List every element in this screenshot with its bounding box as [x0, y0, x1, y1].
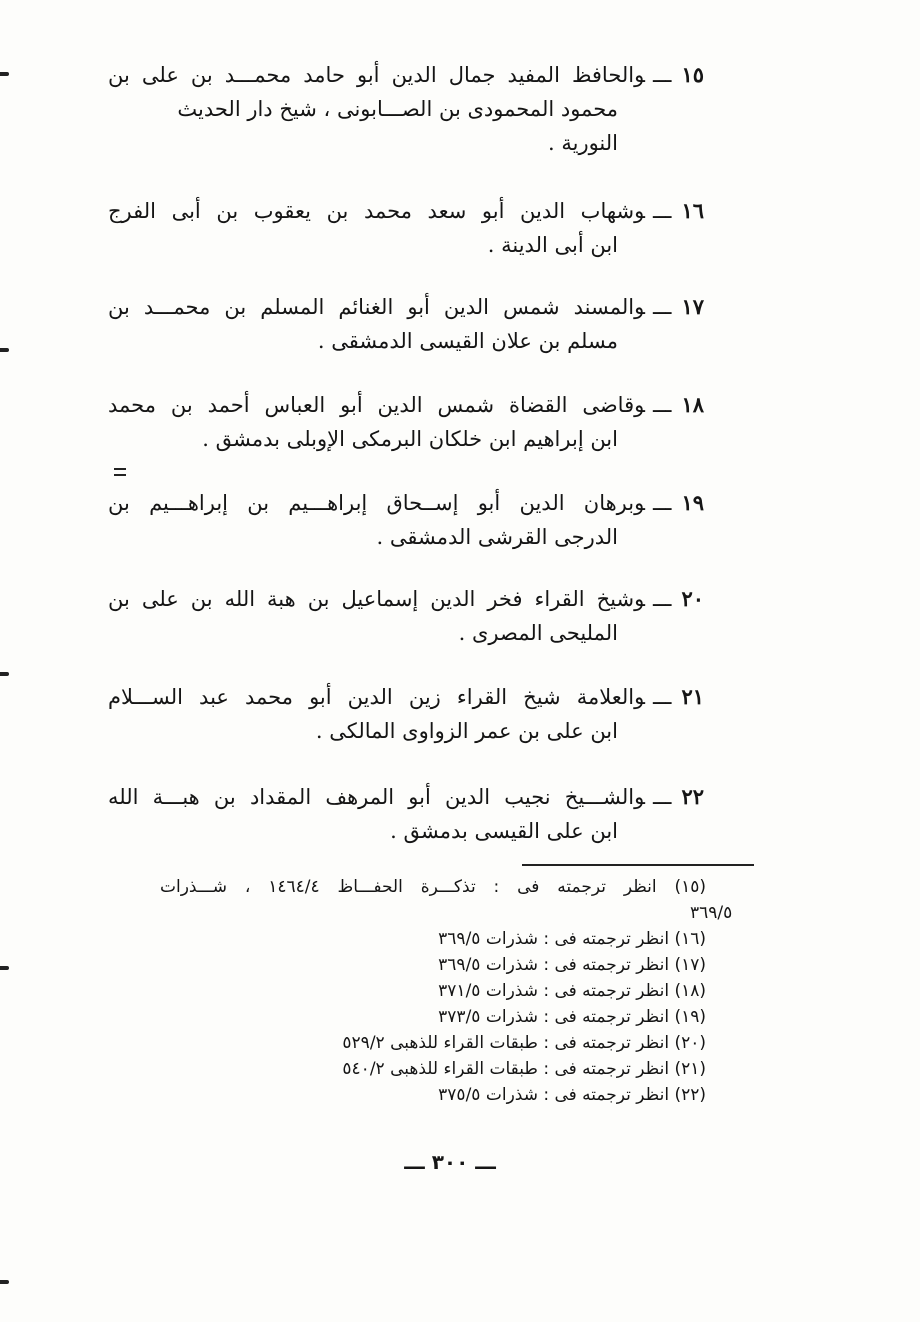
margin-equals-mark — [114, 468, 126, 476]
footnote-item: (١٥) انظر ترجمته فى : تذكـــرة الحفـــاظ ١٤٦٤/٤ ، شـــذرات — [160, 877, 707, 897]
footnote-item: (١٧) انظر ترجمته فى : شذرات ٣٦٩/٥ — [438, 955, 706, 975]
entry-number: ١٥ — [681, 62, 704, 87]
entry-text: والعلامة شيخ القراء زين الدين أبو محمد عبد الســـلام — [108, 685, 645, 709]
footnote-item: (٢٠) انظر ترجمته فى : طبقات القراء للذهبى ٥٢٩/٢ — [342, 1033, 706, 1053]
footnote-separator — [522, 864, 754, 866]
entry-number: ٢١ — [681, 684, 704, 709]
entry-number: ٢٠ — [681, 586, 704, 611]
entry-number: ١٧ — [681, 294, 704, 319]
entry-text: وقاضى القضاة شمس الدين أبو العباس أحمد بن محمد — [108, 393, 645, 417]
entry-first-line — [108, 290, 704, 324]
entry-21 — [108, 680, 704, 748]
entry-continuation: النورية . — [547, 131, 618, 155]
entry-number: ٢٢ — [681, 784, 704, 809]
entry-continuation: ابن على القيسى بدمشق . — [390, 819, 618, 843]
footnote-item: (١٩) انظر ترجمته فى : شذرات ٣٧٣/٥ — [438, 1007, 706, 1027]
entry-19 — [108, 486, 704, 554]
footnote-item: (١٨) انظر ترجمته فى : شذرات ٣٧١/٥ — [438, 981, 706, 1001]
entry-18 — [108, 388, 704, 456]
entry-continuation: المليحى المصرى . — [458, 621, 618, 645]
entry-text: وشهاب الدين أبو سعد محمد بن يعقوب بن أبى الفرج — [108, 199, 645, 223]
page-number: ـــ ٣٠٠ ـــ — [404, 1150, 496, 1174]
scan-edge-mark — [0, 348, 9, 352]
entry-text: والحافظ المفيد جمال الدين أبو حامد محمـــد بن على بن — [108, 63, 645, 87]
entry-dash: ـــ — [652, 63, 672, 87]
entry-15 — [108, 58, 704, 160]
entry-first-line — [108, 194, 704, 228]
scan-edge-mark — [0, 72, 9, 76]
footnote-item: (٢٢) انظر ترجمته فى : شذرات ٣٧٥/٥ — [438, 1085, 706, 1105]
scan-edge-mark — [0, 966, 9, 970]
footnotes — [160, 874, 733, 1108]
entry-first-line — [108, 680, 704, 714]
scan-edge-mark — [0, 672, 9, 676]
entry-dash: ـــ — [652, 295, 672, 319]
entry-first-line — [108, 582, 704, 616]
entry-dash: ـــ — [652, 785, 672, 809]
footnote-item: (٢١) انظر ترجمته فى : طبقات القراء للذهبى ٥٤٠/٢ — [342, 1059, 706, 1079]
entry-number: ١٦ — [681, 198, 704, 223]
footnote-continuation-text: ٣٦٩/٥ — [690, 903, 733, 923]
entry-16 — [108, 194, 704, 262]
entry-text: والشـــيخ نجيب الدين أبو المرهف المقداد بن هبـــة الله — [108, 785, 645, 809]
entry-text: وشيخ القراء فخر الدين إسماعيل بن هبة الله بن على بن — [108, 587, 645, 611]
entry-dash: ـــ — [652, 199, 672, 223]
entry-first-line — [108, 58, 704, 92]
entry-first-line — [108, 388, 704, 422]
entry-dash: ـــ — [652, 491, 672, 515]
entry-dash: ـــ — [652, 393, 672, 417]
entry-dash: ـــ — [652, 685, 672, 709]
entry-number: ١٩ — [681, 490, 704, 515]
entry-dash: ـــ — [652, 587, 672, 611]
entry-continuation: مسلم بن علان القيسى الدمشقى . — [317, 329, 618, 353]
entry-continuation: الدرجى القرشى الدمشقى . — [376, 525, 618, 549]
entry-first-line — [108, 486, 704, 520]
entry-continuation: ابن على بن عمر الزواوى المالكى . — [315, 719, 618, 743]
entry-continuation: محمود المحمودى بن الصـــابونى ، شيخ دار الحديث — [177, 97, 618, 121]
entry-number: ١٨ — [681, 392, 704, 417]
entry-17 — [108, 290, 704, 358]
entry-first-line — [108, 780, 704, 814]
entry-22 — [108, 780, 704, 848]
footnote-item: (١٦) انظر ترجمته فى : شذرات ٣٦٩/٥ — [438, 929, 706, 949]
entry-continuation: ابن أبى الدينة . — [487, 233, 618, 257]
footnote-continuation — [160, 900, 733, 926]
entry-text: وبرهان الدين أبو إســحاق إبراهـــيم بن إبراهـــيم بن — [108, 491, 645, 515]
entry-text: والمسند شمس الدين أبو الغنائم المسلم بن محمـــد بن — [108, 295, 645, 319]
entry-continuation: ابن إبراهيم ابن خلكان البرمكى الإوبلى بدمشق . — [202, 427, 618, 451]
entry-20 — [108, 582, 704, 650]
scan-edge-mark — [0, 1280, 9, 1284]
